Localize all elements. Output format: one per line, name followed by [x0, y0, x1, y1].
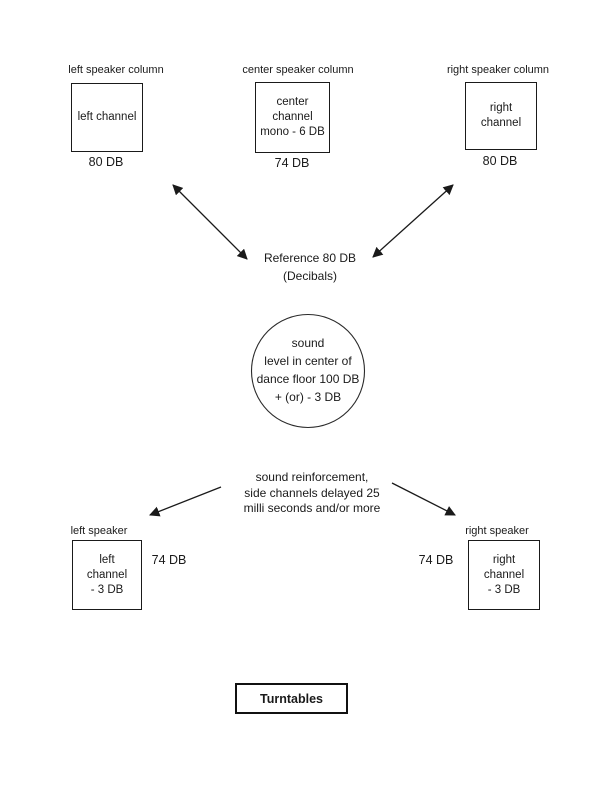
right-speaker-box-line2: channel	[483, 568, 525, 581]
arrow-to-right-speaker	[392, 483, 455, 515]
left-channel-box-text: left channel	[77, 111, 137, 123]
reference-line1: Reference 80 DB	[263, 251, 357, 265]
center-speaker-column-label: center speaker column	[242, 64, 354, 76]
right-speaker-box-line3: - 3 DB	[487, 583, 521, 596]
reinforcement-line2: side channels delayed 25	[244, 485, 380, 500]
center-column-level: 74 DB	[274, 156, 310, 170]
turntables-label: Turntables	[260, 691, 323, 706]
reference-text	[264, 249, 356, 285]
left-speaker-box-line2: channel	[86, 568, 128, 581]
left-channel-box	[71, 83, 143, 152]
right-speaker-column-label: right speaker column	[446, 64, 550, 76]
right-speaker-label: right speaker	[465, 525, 529, 537]
right-speaker-box	[468, 540, 540, 610]
center-channel-box-line2: channel	[272, 111, 313, 123]
reinforcement-line1: sound reinforcement,	[255, 470, 369, 484]
left-column-level: 80 DB	[88, 155, 124, 169]
dance-floor-circle-text	[257, 334, 360, 406]
reinforcement-text	[244, 470, 381, 517]
left-speaker-box	[72, 540, 142, 610]
center-channel-box	[255, 82, 330, 153]
right-speaker-level: 74 DB	[418, 553, 454, 567]
right-column-level: 80 DB	[482, 154, 518, 168]
circle-line4: + (or) - 3 DB	[274, 390, 342, 404]
left-speaker-label: left speaker	[70, 525, 128, 537]
circle-line3: dance floor 100 DB	[256, 372, 360, 386]
right-channel-box-line1: right	[489, 102, 513, 114]
double-arrow-right-reference	[373, 185, 453, 257]
double-arrow-left-reference	[173, 185, 247, 259]
left-speaker-box-line1: left	[99, 553, 115, 566]
circle-line2: level in center of	[264, 354, 352, 368]
arrow-to-left-speaker	[150, 487, 221, 515]
left-speaker-column-label: left speaker column	[68, 64, 164, 76]
left-speaker-level: 74 DB	[151, 553, 187, 567]
left-speaker-box-line3: - 3 DB	[90, 583, 124, 596]
right-speaker-box-line1: right	[492, 553, 516, 566]
reinforcement-line3: milli seconds and/or more	[243, 501, 381, 515]
right-channel-box-line2: channel	[480, 117, 522, 129]
right-channel-box	[465, 82, 537, 150]
center-channel-box-line1: center	[276, 96, 309, 108]
circle-line1: sound	[291, 336, 325, 350]
center-channel-box-line3: mono - 6 DB	[260, 126, 325, 138]
turntables-box	[235, 683, 348, 714]
reference-line2: (Decibals)	[282, 269, 337, 283]
